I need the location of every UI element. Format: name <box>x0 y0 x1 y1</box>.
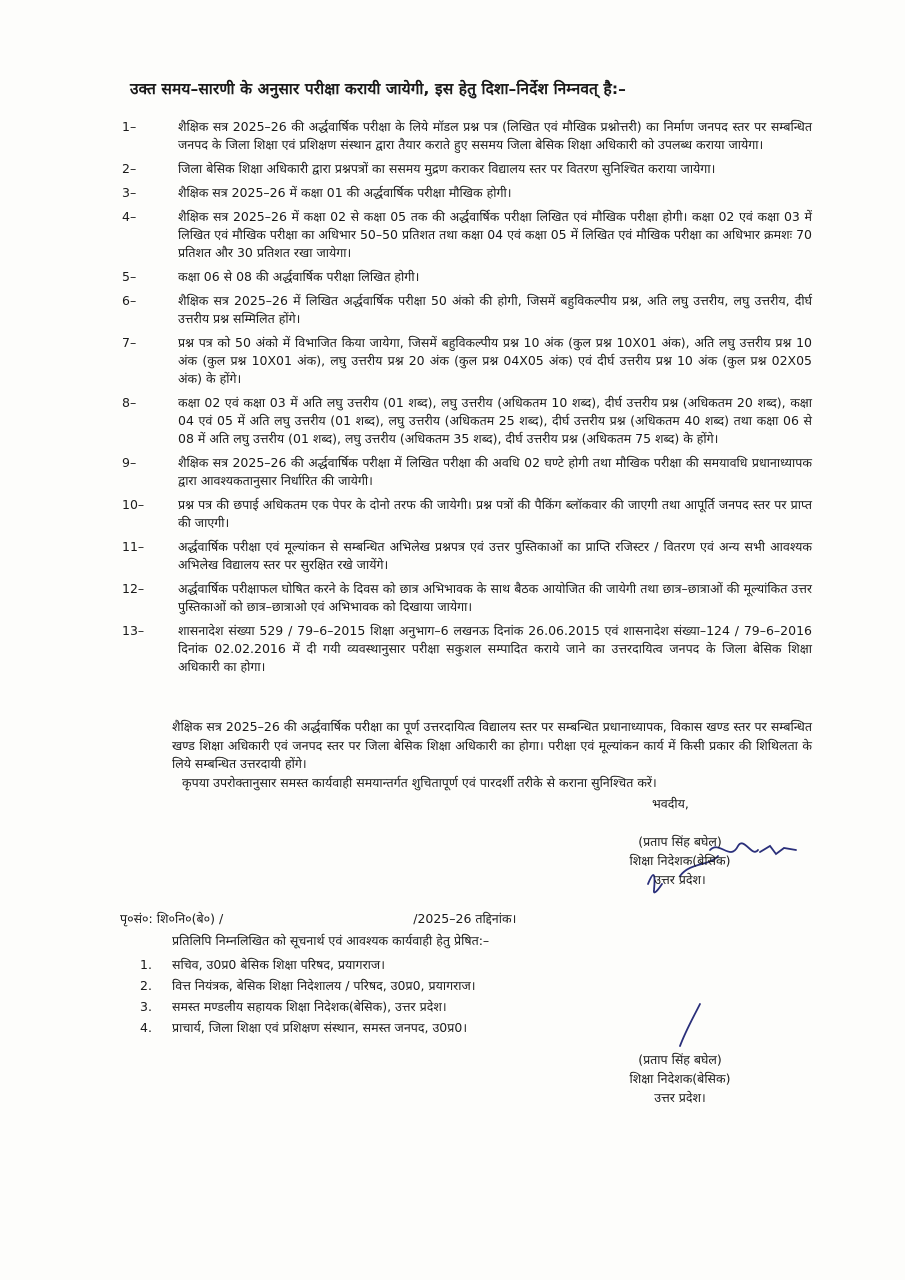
guideline-item <box>122 580 812 616</box>
item-text: अर्द्धवार्षिक परीक्षाफल घोषित करने के दिवस को छात्र अभिभावक के साथ बैठक आयोजित की जायेगी तथा छात्र–छात्राओं की मूल्यांकित उत्तर पुस्तिकाओं को छात्र–छात्राओ एवं अभिभावक को दिखाया जायेगा। <box>178 581 812 614</box>
guideline-list <box>122 118 812 682</box>
item-text: अर्द्धवार्षिक परीक्षा एवं मूल्यांकन से सम्बन्धित अभिलेख प्रश्नपत्र एवं उत्तर पुस्तिकाओं का प्राप्ति रजिस्टर / वितरण एवं अन्य सभी आवश्यक अभिलेख विद्यालय स्तर पर सुरक्षित रखे जायेंगे। <box>178 539 812 572</box>
signature-block-2 <box>600 1050 760 1107</box>
item-text: प्रश्न पत्र की छपाई अधिकतम एक पेपर के दोनो तरफ की जायेगी। प्रश्न पत्रों की पैकिंग ब्लॉकवार की जाएगी तथा आपूर्ति जनपद स्तर पर प्राप्त की जाएगी। <box>178 497 812 530</box>
closing-paragraph-responsibility: शैक्षिक सत्र 2025–26 की अर्द्धवार्षिक परीक्षा का पूर्ण उत्तरदायित्व विद्यालय स्तर पर सम्बन्धित प्रधानाध्यापक, विकास खण्ड स्तर पर सम्बन्धित खण्ड शिक्षा अधिकारी एवं जनपद स्तर पर जिला बेसिक शिक्षा अधिकारी का होगा। परीक्षा एवं मूल्यांकन कार्य में किसी प्रकार की शिथिलता के लिये सम्बन्धित उत्तरदायी होंगे। <box>172 719 812 771</box>
copy-recipient <box>140 955 660 974</box>
item-text: जिला बेसिक शिक्षा अधिकारी द्वारा प्रश्नपत्रों का ससमय मुद्रण कराकर विद्यालय स्तर पर वितरण सुनिश्चित कराया जायेगा। <box>178 161 716 176</box>
recipient-text: समस्त मण्डलीय सहायक शिक्षा निदेशक(बेसिक), उत्तर प्रदेश। <box>172 999 447 1014</box>
item-text: शासनादेश संख्या 529 / 79–6–2015 शिक्षा अनुभाग–6 लखनऊ दिनांक 26.06.2015 एवं शासनादेश संख्या–124 / 79–6–2016 दिनांक 02.02.2016 में दी गयी व्यवस्थानुसार परीक्षा सकुशल सम्पादित कराये जाने का उत्तरदायित्व जनपद के जिला बेसिक शिक्षा अधिकारी का होगा। <box>178 623 812 674</box>
copy-recipient <box>140 976 660 995</box>
guideline-item <box>122 538 812 574</box>
item-number: 13– <box>122 623 145 638</box>
recipient-number: 2. <box>140 978 152 993</box>
signatory-name: (प्रताप सिंह बघेल) <box>638 1052 722 1067</box>
item-text: कक्षा 06 से 08 की अर्द्धवार्षिक परीक्षा लिखित होगी। <box>178 269 420 284</box>
guideline-item <box>122 292 812 328</box>
guideline-item <box>122 184 812 202</box>
closing-paragraphs <box>172 718 812 792</box>
item-number: 3– <box>122 185 137 200</box>
item-text: शैक्षिक सत्र 2025–26 में कक्षा 01 की अर्द्धवार्षिक परीक्षा मौखिक होगी। <box>178 185 512 200</box>
item-number: 1– <box>122 119 137 134</box>
guideline-item <box>122 334 812 388</box>
item-number: 12– <box>122 581 145 596</box>
item-number: 9– <box>122 455 137 470</box>
copy-recipient <box>140 997 660 1016</box>
reference-number: पृ०सं०: शि०नि०(बे०) / <box>120 911 224 926</box>
signatory-place: उत्तर प्रदेश। <box>654 1090 706 1105</box>
item-number: 2– <box>122 161 137 176</box>
item-number: 7– <box>122 335 137 350</box>
recipient-number: 1. <box>140 957 152 972</box>
copy-recipient-list <box>140 955 660 1039</box>
guideline-item <box>122 160 812 178</box>
salutation: भवदीय, <box>652 796 689 811</box>
recipient-number: 4. <box>140 1020 152 1035</box>
signatory-designation: शिक्षा निदेशक(बेसिक) <box>629 1071 731 1086</box>
signatory-designation: शिक्षा निदेशक(बेसिक) <box>629 853 731 868</box>
recipient-text: प्राचार्य, जिला शिक्षा एवं प्रशिक्षण संस्थान, समस्त जनपद, उ0प्र0। <box>172 1020 468 1035</box>
guideline-item <box>122 454 812 490</box>
closing-paragraph-request: कृपया उपरोक्तानुसार समस्त कार्यवाही समयान्तर्गत शुचितापूर्ण एवं पारदर्शी तरीके से कराना सुनिश्चित करें। <box>182 774 657 790</box>
copy-intro: प्रतिलिपि निम्नलिखित को सूचनार्थ एवं आवश्यक कार्यवाही हेतु प्रेषित:– <box>172 933 490 948</box>
item-text: शैक्षिक सत्र 2025–26 की अर्द्धवार्षिक परीक्षा में लिखित परीक्षा की अवधि 02 घण्टे होगी तथा मौखिक परीक्षा की समयावधि प्रधानाध्यापक द्वारा आवश्यकतानुसार निर्धारित की जायेगी। <box>178 455 812 488</box>
guideline-item <box>122 208 812 262</box>
signatory-place: उत्तर प्रदेश। <box>654 872 706 887</box>
guideline-item <box>122 622 812 676</box>
copy-recipient <box>140 1018 660 1037</box>
item-number: 11– <box>122 539 145 554</box>
item-number: 6– <box>122 293 137 308</box>
guideline-item <box>122 268 812 286</box>
item-text: शैक्षिक सत्र 2025–26 की अर्द्धवार्षिक परीक्षा के लिये मॉडल प्रश्न पत्र (लिखित एवं मौखिक प्रश्नोत्तरी) का निर्माण जनपद स्तर पर सम्बन्धित जनपद के जिला शिक्षा एवं प्रशिक्षण संस्थान द्वारा तैयार कराते हुए ससमय जिला बेसिक शिक्षा अधिकारी को उपलब्ध कराया जायेगा। <box>178 119 812 152</box>
item-text: शैक्षिक सत्र 2025–26 में लिखित अर्द्धवार्षिक परीक्षा 50 अंको की होगी, जिसमें बहुविकल्पीय प्रश्न, अति लघु उत्तरीय, लघु उत्तरीय, दीर्घ उत्तरीय प्रश्न सम्मिलित होंगे। <box>178 293 812 326</box>
reference-date: /2025–26 तद्दिनांक। <box>413 911 517 926</box>
recipient-text: सचिव, उ0प्र0 बेसिक शिक्षा परिषद, प्रयागराज। <box>172 957 385 972</box>
guideline-item <box>122 496 812 532</box>
recipient-text: वित्त नियंत्रक, बेसिक शिक्षा निदेशालय / परिषद, उ0प्र0, प्रयागराज। <box>172 978 476 993</box>
guideline-item <box>122 394 812 448</box>
recipient-number: 3. <box>140 999 152 1014</box>
item-number: 4– <box>122 209 137 224</box>
item-text: प्रश्न पत्र को 50 अंको में विभाजित किया जायेगा, जिसमें बहुविकल्पीय प्रश्न 10 अंक (कुल प्रश्न 10X01 अंक), अति लघु उत्तरीय प्रश्न 10 अंक (कुल प्रश्न 10X01 अंक), लघु उत्तरीय प्रश्न 20 अंक (कुल प्रश्न 04X05 अंक) एवं दीर्घ उत्तरीय प्रश्न 10 अंक (कुल प्रश्न 02X05 अंक) के होंगे। <box>178 335 812 386</box>
item-number: 10– <box>122 497 145 512</box>
item-number: 8– <box>122 395 137 410</box>
signature-block-1 <box>600 832 760 889</box>
handwritten-signature-2 <box>670 1000 710 1050</box>
item-number: 5– <box>122 269 137 284</box>
document-heading: उक्त समय–सारणी के अनुसार परीक्षा करायी जायेगी, इस हेतु दिशा–निर्देश निम्नवत् है:– <box>130 80 626 98</box>
item-text: शैक्षिक सत्र 2025–26 में कक्षा 02 से कक्षा 05 तक की अर्द्धवार्षिक परीक्षा लिखित एवं मौखिक परीक्षा होगी। कक्षा 02 एवं कक्षा 03 में लिखित एवं मौखिक परीक्षा का अधिभार 50–50 प्रतिशत तथा कक्षा 04 एवं कक्षा 05 में लिखित एवं मौखिक परीक्षा का अधिभार क्रमशः 70 प्रतिशत और 30 प्रतिशत रखा जायेगा। <box>178 209 812 260</box>
reference-line <box>120 910 516 927</box>
item-text: कक्षा 02 एवं कक्षा 03 में अति लघु उत्तरीय (01 शब्द), लघु उत्तरीय (अधिकतम 10 शब्द), दीर्घ उत्तरीय प्रश्न (अधिकतम 20 शब्द), कक्षा 04 एवं 05 में अति लघु उत्तरीय (01 शब्द), लघु उत्तरीय (अधिकतम 25 शब्द), दीर्घ उत्तरीय प्रश्न (अधिकतम 40 शब्द) तथा कक्षा 06 से 08 में अति लघु उत्तरीय (01 शब्द), लघु उत्तरीय (अधिकतम 35 शब्द), दीर्घ उत्तरीय प्रश्न (अधिकतम 75 शब्द) के होंगे। <box>178 395 812 446</box>
guideline-item <box>122 118 812 154</box>
signatory-name: (प्रताप सिंह बघेल) <box>638 834 722 849</box>
